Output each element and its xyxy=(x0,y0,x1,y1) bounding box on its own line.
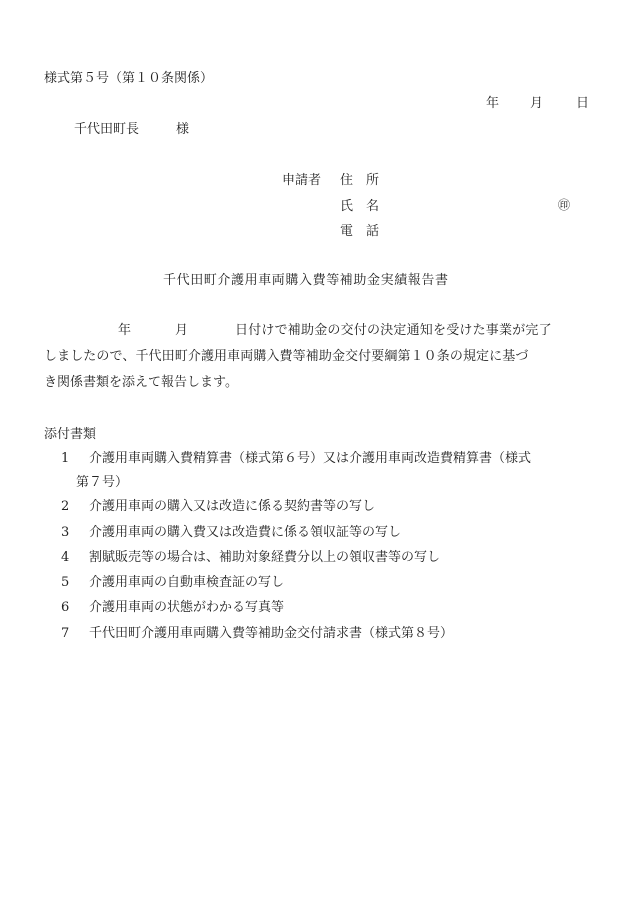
attachment-item: 介護用車両の購入費又は改造費に係る領収証等の写し xyxy=(89,525,402,540)
date-month-label: 月 xyxy=(530,96,544,111)
phone-label: 電 話 xyxy=(340,224,380,239)
date-day-label: 日 xyxy=(576,96,590,111)
name-label: 氏 名 xyxy=(340,199,380,214)
attachment-number: 1 xyxy=(61,451,70,466)
attachments-heading: 添付書類 xyxy=(44,427,97,442)
seal-mark: ㊞ xyxy=(558,198,571,212)
attachment-item: 千代田町介護用車両購入費等補助金交付請求書（様式第８号） xyxy=(89,626,454,641)
body-text-line-1: 日付けで補助金の交付の決定通知を受けた事業が完了 xyxy=(235,323,552,338)
attachment-item: 介護用車両購入費精算書（様式第６号）又は介護用車両改造費精算書（様式 xyxy=(89,451,532,466)
attachment-number: 3 xyxy=(61,525,70,540)
attachment-number: 6 xyxy=(61,600,70,615)
attachment-item: 介護用車両の購入又は改造に係る契約書等の写し xyxy=(89,499,376,514)
addressee: 千代田町長 xyxy=(74,122,140,137)
attachment-item-continuation: 第７号） xyxy=(76,475,129,490)
attachment-number: 4 xyxy=(61,550,70,565)
attachment-number: 5 xyxy=(61,575,70,590)
attachment-item: 介護用車両の自動車検査証の写し xyxy=(89,575,285,590)
body-text-line-3: き関係書類を添えて報告します。 xyxy=(44,375,238,390)
form-number: 様式第５号（第１０条関係） xyxy=(44,71,214,86)
attachment-item: 割賦販売等の場合は、補助対象経費分以上の領収書等の写し xyxy=(89,550,441,565)
addressee-suffix: 様 xyxy=(176,122,190,137)
address-label: 住 所 xyxy=(340,173,380,188)
date-year-label: 年 xyxy=(486,96,500,111)
body-month-label: 月 xyxy=(175,323,189,338)
document-title: 千代田町介護用車両購入費等補助金実績報告書 xyxy=(163,273,449,288)
attachment-number: 2 xyxy=(61,499,70,514)
body-text-line-2: しましたので、千代田町介護用車両購入費等補助金交付要綱第１０条の規定に基づ xyxy=(44,349,529,364)
applicant-label: 申請者 xyxy=(282,173,322,188)
body-year-label: 年 xyxy=(118,323,132,338)
attachment-item: 介護用車両の状態がわかる写真等 xyxy=(89,600,285,615)
attachment-number: 7 xyxy=(61,626,70,641)
